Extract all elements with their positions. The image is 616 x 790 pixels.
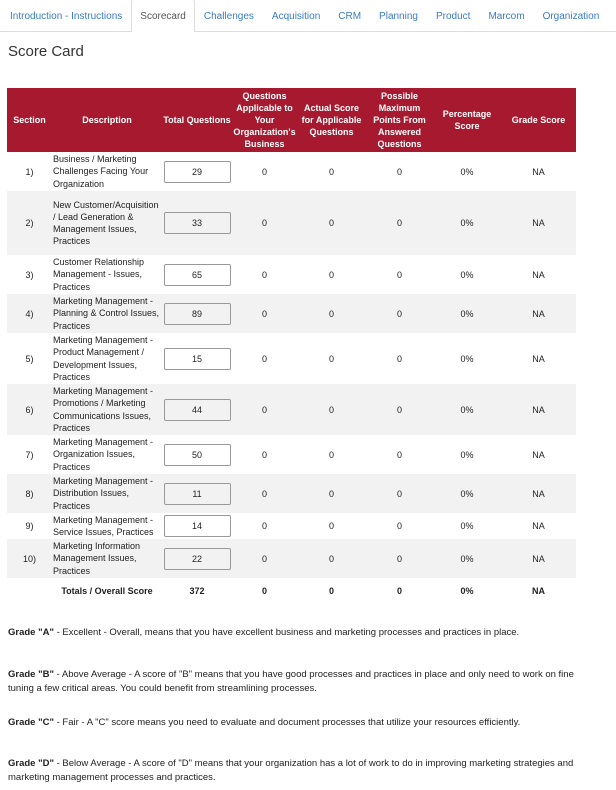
grade-d-label: Grade "D" <box>8 758 54 769</box>
total-questions-field[interactable]: 22 <box>164 548 231 570</box>
applicable-cell: 0 <box>232 474 297 513</box>
score-table <box>7 88 576 604</box>
percentage-cell: 0% <box>460 521 474 531</box>
total-cell <box>162 191 232 255</box>
section-number: 6) <box>7 384 52 435</box>
totals-label: Totals / Overall Score <box>61 586 153 596</box>
total-questions-field[interactable]: 44 <box>164 399 231 421</box>
grade-cell: NA <box>532 353 545 364</box>
applicable-cell: 0 <box>261 269 267 280</box>
actual-cell: 0 <box>328 353 334 364</box>
header-total: Total Questions <box>162 88 232 152</box>
total-questions-field[interactable]: 50 <box>164 444 231 466</box>
grade-cell: NA <box>532 521 545 531</box>
grade-a-label: Grade "A" <box>8 627 54 638</box>
grade-cell: NA <box>501 294 576 333</box>
tab-marcom[interactable]: Marcom <box>488 10 525 22</box>
section-number: 8) <box>7 474 52 513</box>
page-title: Score Card <box>8 43 84 60</box>
grade-d-description <box>8 757 580 785</box>
header-section: Section <box>7 88 52 152</box>
tab-product[interactable]: Product <box>435 10 471 22</box>
section-description: Business / Marketing Challenges Facing Your Organization <box>53 154 149 189</box>
table-row <box>7 191 576 255</box>
percentage-cell: 0% <box>460 353 474 364</box>
section-number: 2) <box>7 191 52 255</box>
possible-cell: 0 <box>366 191 433 255</box>
actual-cell: 0 <box>297 539 366 578</box>
totals-actual: 0 <box>328 586 334 596</box>
section-number: 9) <box>25 521 34 531</box>
section-description: Marketing Management - Product Management / Development Issues, Practices <box>53 335 154 382</box>
total-cell <box>162 333 232 384</box>
table-row <box>7 255 576 294</box>
tab-introduction[interactable]: Introduction - Instructions <box>10 10 123 22</box>
percentage-cell: 0% <box>433 294 501 333</box>
total-questions-field[interactable]: 29 <box>164 161 231 183</box>
section-number: 5) <box>25 353 34 364</box>
total-cell <box>162 384 232 435</box>
actual-cell: 0 <box>328 449 334 460</box>
applicable-cell: 0 <box>261 521 267 531</box>
header-actual: Actual Score for Applicable Questions <box>297 88 366 152</box>
total-questions-field[interactable]: 89 <box>164 303 231 325</box>
applicable-cell: 0 <box>261 449 267 460</box>
grade-b-label: Grade "B" <box>8 669 54 680</box>
grade-c-description <box>8 716 580 730</box>
possible-cell: 0 <box>396 521 402 531</box>
possible-cell: 0 <box>366 539 433 578</box>
grade-cell: NA <box>501 474 576 513</box>
grade-a-text: - Excellent - Overall, means that you have excellent business and marketing processes and practices in place. <box>53 627 520 638</box>
tab-scorecard[interactable]: Scorecard <box>131 0 195 32</box>
applicable-cell: 0 <box>261 166 267 177</box>
header-percentage: Percentage Score <box>433 88 501 152</box>
total-cell <box>162 152 232 191</box>
grade-cell: NA <box>501 384 576 435</box>
section-number: 4) <box>7 294 52 333</box>
grade-a-description <box>8 626 580 640</box>
totals-row <box>7 578 576 604</box>
possible-cell: 0 <box>396 449 402 460</box>
tab-organization[interactable]: Organization <box>542 10 600 22</box>
possible-cell: 0 <box>396 353 402 364</box>
totals-applicable: 0 <box>261 586 267 596</box>
percentage-cell: 0% <box>433 191 501 255</box>
grade-cell: NA <box>501 191 576 255</box>
totals-grade: NA <box>532 586 545 596</box>
actual-cell: 0 <box>328 269 334 280</box>
grade-cell: NA <box>532 166 545 177</box>
actual-cell: 0 <box>328 521 334 531</box>
applicable-cell: 0 <box>232 191 297 255</box>
applicable-cell: 0 <box>232 294 297 333</box>
totals-spacer <box>7 578 52 604</box>
tab-acquisition[interactable]: Acquisition <box>271 10 321 22</box>
tab-crm[interactable]: CRM <box>338 10 362 22</box>
grade-b-description <box>8 668 580 696</box>
section-description: Marketing Management - Distribution Issues, Practices <box>52 474 162 513</box>
percentage-cell: 0% <box>433 384 501 435</box>
header-description: Description <box>52 88 162 152</box>
total-cell <box>162 474 232 513</box>
actual-cell: 0 <box>297 474 366 513</box>
possible-cell: 0 <box>396 269 402 280</box>
total-cell <box>162 513 232 539</box>
actual-cell: 0 <box>328 166 334 177</box>
percentage-cell: 0% <box>433 474 501 513</box>
section-description: Marketing Management - Service Issues, Practices <box>53 514 154 537</box>
totals-possible: 0 <box>396 586 402 596</box>
applicable-cell: 0 <box>261 353 267 364</box>
table-row <box>7 384 576 435</box>
percentage-cell: 0% <box>433 539 501 578</box>
grade-cell: NA <box>532 449 545 460</box>
grade-c-label: Grade "C" <box>8 717 54 728</box>
possible-cell: 0 <box>366 384 433 435</box>
section-description: Marketing Management - Promotions / Marketing Communications Issues, Practices <box>52 384 162 435</box>
section-description: Marketing Information Management Issues, Practices <box>52 539 162 578</box>
table-row <box>7 152 576 191</box>
total-questions-field[interactable]: 15 <box>164 348 231 370</box>
grade-c-text: - Fair - A "C" score means you need to evaluate and document processes that utilize your resources efficiently. <box>53 717 521 728</box>
table-header-row <box>7 88 576 152</box>
section-number: 1) <box>25 166 34 177</box>
possible-cell: 0 <box>366 474 433 513</box>
section-number: 7) <box>25 449 34 460</box>
applicable-cell: 0 <box>232 384 297 435</box>
table-row <box>7 474 576 513</box>
percentage-cell: 0% <box>460 166 474 177</box>
actual-cell: 0 <box>297 191 366 255</box>
applicable-cell: 0 <box>232 539 297 578</box>
total-questions-field[interactable]: 14 <box>164 515 231 537</box>
total-cell <box>162 539 232 578</box>
header-grade: Grade Score <box>501 88 576 152</box>
total-cell <box>162 435 232 474</box>
possible-cell: 0 <box>366 294 433 333</box>
header-possible: Possible Maximum Points From Answered Questions <box>366 88 433 152</box>
actual-cell: 0 <box>297 294 366 333</box>
grade-b-text: - Above Average - A score of "B" means that you have good processes and practices in place and only need to work on fine tuning a few critical areas. You could benefit from streamlining processes. <box>8 669 574 694</box>
section-description: Marketing Management - Planning & Control Issues, Practices <box>52 294 162 333</box>
total-cell <box>162 294 232 333</box>
section-number: 3) <box>25 269 34 280</box>
percentage-cell: 0% <box>460 269 474 280</box>
totals-total: 372 <box>189 586 205 596</box>
table-row <box>7 513 576 539</box>
totals-percentage: 0% <box>460 586 474 596</box>
header-applicable: Questions Applicable to Your Organization's Business <box>232 88 297 152</box>
actual-cell: 0 <box>297 384 366 435</box>
table-row <box>7 294 576 333</box>
total-questions-field[interactable]: 33 <box>164 212 231 234</box>
section-description: New Customer/Acquisition / Lead Generation & Management Issues, Practices <box>52 191 162 255</box>
total-cell <box>162 255 232 294</box>
section-number: 10) <box>7 539 52 578</box>
tab-bar <box>0 0 616 32</box>
table-row <box>7 539 576 578</box>
grade-cell: NA <box>501 539 576 578</box>
table-row <box>7 435 576 474</box>
grade-cell: NA <box>532 269 545 280</box>
total-questions-field[interactable]: 65 <box>164 264 231 286</box>
tab-challenges[interactable]: Challenges <box>203 10 254 22</box>
grade-d-text: - Below Average - A score of "D" means that your organization has a lot of work to do in improving marketing strategies and marketing management processes and practices. <box>8 758 574 783</box>
section-description: Marketing Management - Organization Issues, Practices <box>53 437 154 472</box>
section-description: Customer Relationship Management - Issues, Practices <box>53 257 145 292</box>
tab-planning[interactable]: Planning <box>379 10 418 22</box>
possible-cell: 0 <box>396 166 402 177</box>
percentage-cell: 0% <box>460 449 474 460</box>
table-row <box>7 333 576 384</box>
total-questions-field[interactable]: 11 <box>164 483 231 505</box>
